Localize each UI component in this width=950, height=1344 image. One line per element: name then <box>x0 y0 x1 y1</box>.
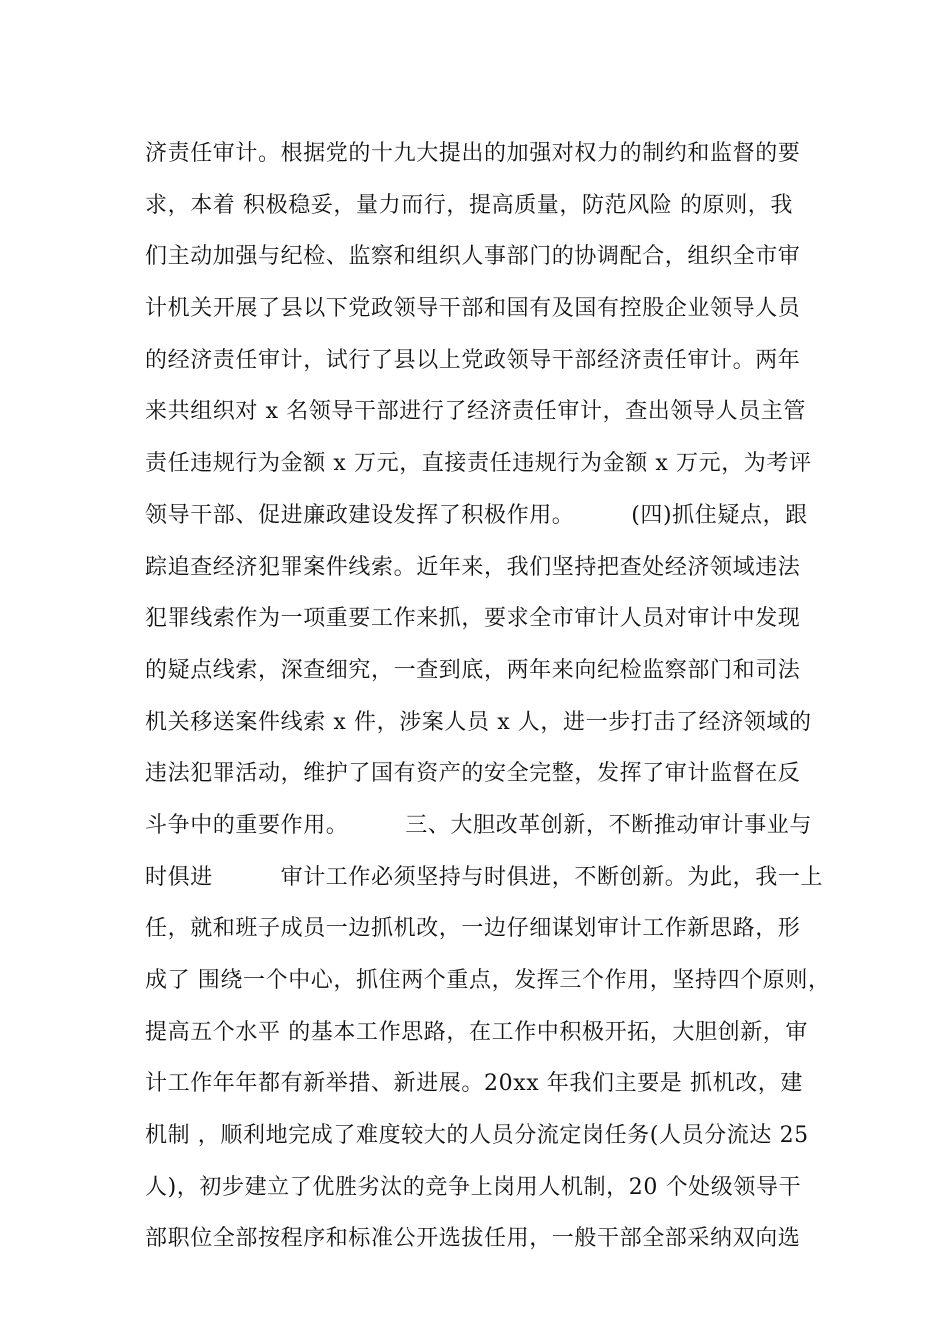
text-line: 人)，初步建立了优胜劣汰的竞争上岗用人机制，20 个处级领导干 <box>145 1174 802 1200</box>
text-line: 斗争中的重要作用。 三、大胆改革创新，不断推动审计事业与 <box>145 812 813 838</box>
text-line: 踪追查经济犯罪案件线索。近年来，我们坚持把查处经济领域违法 <box>145 554 801 580</box>
text-line: 部职位全部按程序和标准公开选拔任用，一般干部全部采纳双向选 <box>145 1226 801 1252</box>
text-line: 机关移送案件线索 x 件，涉案人员 x 人，进一步打击了经济领域的 <box>145 709 812 735</box>
text-line: 的经济责任审计，试行了县以上党政领导干部经济责任审计。两年 <box>145 347 801 373</box>
text-line: 计工作年年都有新举措、新进展。20xx 年我们主要是 抓机改，建 <box>145 1071 803 1097</box>
text-line: 计机关开展了县以下党政领导干部和国有及国有控股企业领导人员 <box>145 296 801 322</box>
text-line: 求，本着 积极稳妥，量力而行，提高质量，防范风险 的原则，我 <box>145 192 793 218</box>
text-line: 济责任审计。根据党的十九大提出的加强对权力的制约和监督的要 <box>145 141 801 166</box>
text-line: 时俱进 审计工作必须坚持与时俱进，不断创新。为此，我一上 <box>145 864 824 890</box>
text-line: 犯罪线索作为一项重要工作来抓，要求全市审计人员对审计中发现 <box>145 606 801 632</box>
text-line: 任，就和班子成员一边抓机改，一边仔细谋划审计工作新思路，形 <box>145 916 801 942</box>
text-line: 机制 ，顺利地完成了难度较大的人员分流定岗任务(人员分流达 25 <box>145 1123 809 1149</box>
text-line: 来共组织对 x 名领导干部进行了经济责任审计，查出领导人员主管 <box>145 399 806 425</box>
text-line: 们主动加强与纪检、监察和组织人事部门的协调配合，组织全市审 <box>145 244 801 270</box>
body-text <box>145 128 831 1265</box>
text-line: 的疑点线索，深查细究，一查到底，两年来向纪检监察部门和司法 <box>145 657 801 683</box>
text-line: 领导干部、促进廉政建设发挥了积极作用。 (四)抓住疑点，跟 <box>145 502 808 528</box>
text-line: 提高五个水平 的基本工作思路，在工作中积极开拓，大胆创新，审 <box>145 1019 808 1045</box>
text-line: 责任违规行为金额 x 万元，直接责任违规行为金额 x 万元，为考评 <box>145 451 812 477</box>
text-line: 成了 围绕一个中心，抓住两个重点，发挥三个作用，坚持四个原则， <box>145 968 831 993</box>
text-line: 违法犯罪活动，维护了国有资产的安全完整，发挥了审计监督在反 <box>145 761 801 787</box>
